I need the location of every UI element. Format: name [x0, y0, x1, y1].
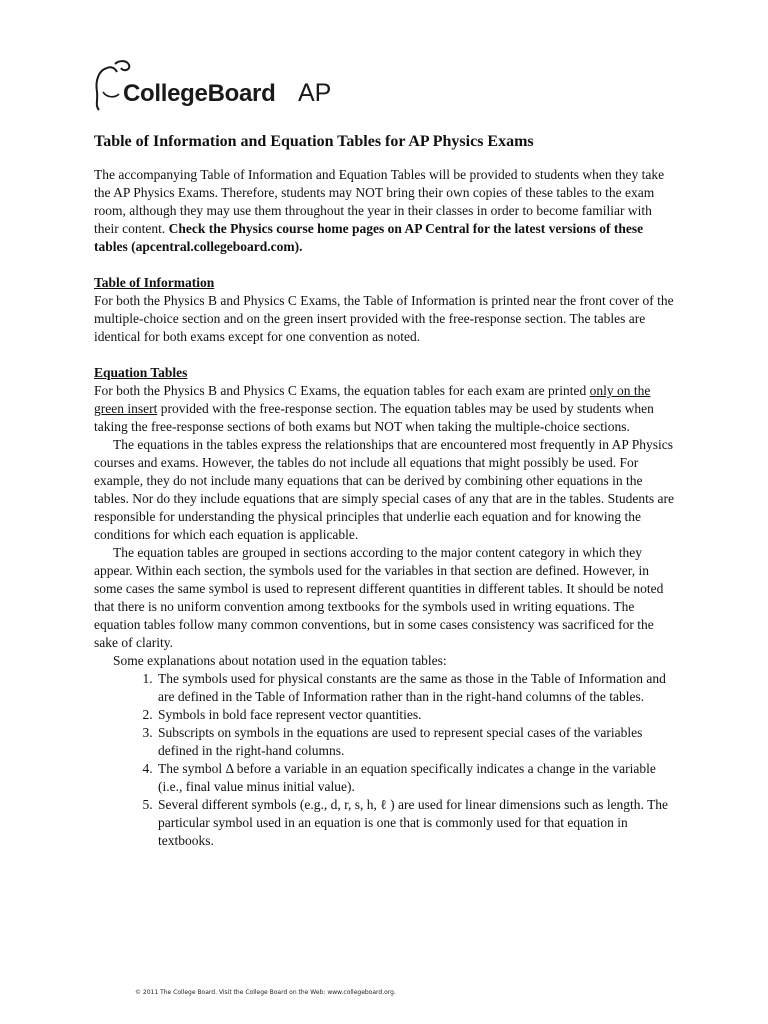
list-item: 3. Subscripts on symbols in the equations are used to represent special cases of the variables defined in the right-hand columns. — [156, 724, 674, 760]
equation-tables-p1-start: For both the Physics B and Physics C Exams, the equation tables for each exam are printed — [94, 383, 590, 398]
list-item: 1. The symbols used for physical constants are the same as those in the Table of Information and are defined in the Table of Information rather than in the right-hand columns of the tables. — [156, 670, 674, 706]
equation-tables-p1-end: provided with the free-response section. The equation tables may be used by students when taking the free-response sections of both exams but NOT when taking the multiple-choice sections. — [94, 401, 654, 434]
intro-bold-text: Check the Physics course home pages on AP Central for the latest versions of these tables (apcentral.collegeboard.com). — [94, 221, 644, 254]
table-of-information-paragraph: For both the Physics B and Physics C Exams, the Table of Information is printed near the front cover of the multiple-choice section and on the green insert provided with the free-response section. The tables are identical for both exams except for one convention as noted. — [94, 293, 674, 344]
equation-tables-paragraph-1 — [94, 382, 674, 436]
intro-text: The accompanying Table of Information and Equation Tables will be provided to students when they take the AP Physics Exams. Therefore, students may NOT bring their own copies of these tables to the exam room, although they may use them throughout the year in their classes in order to become familiar with their content. — [94, 167, 665, 236]
notation-list — [94, 670, 674, 850]
equation-tables-paragraph-2: The equations in the tables express the relationships that are encountered most frequently in AP Physics courses and exams. However, the tables do not include all equations that might possibly be used. For example, they do not include many equations that can be derived by combining other equations in the tables. Nor do they include equations that are simply special cases of any that are in the tables. Students are responsible for understanding the physical principles that underlie each equation and for knowing the conditions for which each equation is applicable. — [94, 437, 674, 542]
brand-name: CollegeBoard — [123, 80, 276, 107]
list-item: 5. Several different symbols (e.g., d, r, s, h, ℓ ) are used for linear dimensions such as length. The particular symbol used in an equation is one that is commonly used for that equation in textbooks. — [156, 796, 674, 850]
footer-copyright: © 2011 The College Board. Visit the College Board on the Web: www.collegeboard.org. — [135, 989, 396, 996]
collegeboard-logo — [93, 60, 353, 116]
equation-tables-heading: Equation Tables — [94, 365, 188, 380]
table-of-information-heading: Table of Information — [94, 275, 215, 290]
list-item: 2. Symbols in bold face represent vector quantities. — [156, 706, 674, 724]
equation-tables-paragraph-3: The equation tables are grouped in sections according to the major content category in which they appear. Within each section, the symbols used for the variables in that section are defined. However, in some cases the same symbol is used to represent different quantities in different tables. It should be noted that there is no uniform convention among textbooks for the symbols used in writing equations. The equation tables follow many common conventions, but in some cases consistency was sacrificed for the sake of clarity. — [94, 545, 664, 650]
list-item: 4. The symbol Δ before a variable in an equation specifically indicates a change in the variable (i.e., final value minus initial value). — [156, 760, 674, 796]
equation-tables-p1-underlined: only on the green insert — [94, 383, 651, 416]
document-body — [94, 132, 674, 850]
equation-tables-paragraph-4: Some explanations about notation used in the equation tables: — [113, 653, 447, 668]
ap-mark: AP — [298, 79, 332, 107]
intro-paragraph — [94, 166, 674, 256]
page-title: Table of Information and Equation Tables for AP Physics Exams — [94, 133, 534, 150]
